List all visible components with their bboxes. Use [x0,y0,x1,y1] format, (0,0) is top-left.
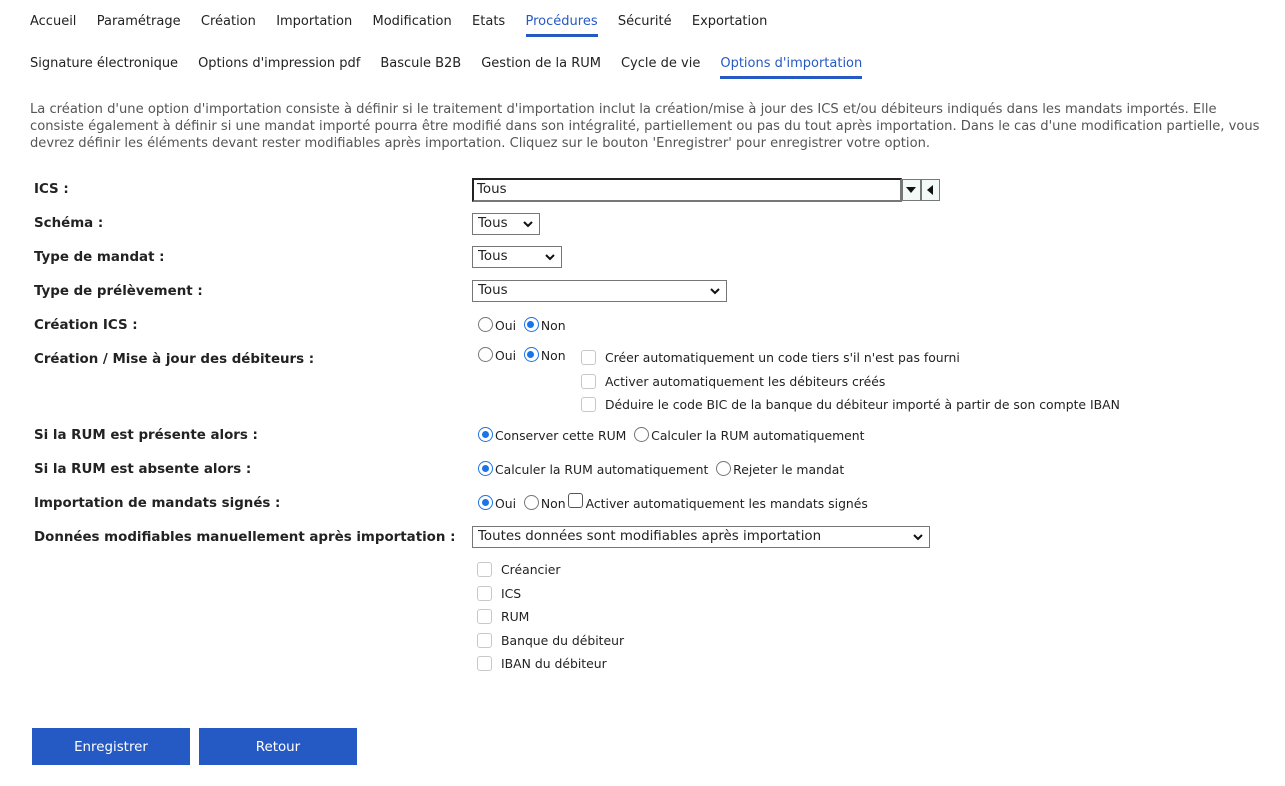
deduire-bic-label: Déduire le code BIC de la banque du débiteur importé à partir de son compte IBAN [605,397,1120,412]
field-ics [477,585,522,601]
chevron-down-icon [913,532,923,542]
nav-securite[interactable]: Sécurité [617,14,672,29]
subnav-cycle-de-vie[interactable]: Cycle de vie [620,56,701,71]
rum-field-checkbox[interactable] [477,609,492,624]
activer-debiteurs-checkbox[interactable] [581,374,596,389]
option-creer-code-tiers [581,349,960,365]
mandats-signes-non-label: Non [540,496,566,511]
nav-importation[interactable]: Importation [276,14,353,29]
creation-ics-oui-radio[interactable] [478,317,493,332]
subnav-options-impression-pdf[interactable]: Options d'impression pdf [198,56,361,71]
creation-ics-non-radio[interactable] [524,317,539,332]
subnav-options-importation[interactable]: Options d'importation [720,56,862,79]
type-mandat-label: Type de mandat : [34,250,165,265]
creation-debiteurs-label: Création / Mise à jour des débiteurs : [34,352,315,367]
calculer-rum-auto-radio[interactable] [478,461,493,476]
donnees-modifiables-select[interactable] [472,526,930,548]
conserver-rum-radio[interactable] [478,427,493,442]
nav-exportation[interactable]: Exportation [691,14,768,29]
sub-nav [30,56,882,79]
creation-ics-non-label: Non [540,318,566,333]
iban-debiteur-checkbox[interactable] [477,656,492,671]
ics-combobox[interactable] [472,178,902,202]
main-nav [30,14,788,37]
rum-field-label: RUM [501,609,530,624]
nav-accueil[interactable]: Accueil [30,14,77,29]
nav-parametrage[interactable]: Paramétrage [96,14,181,29]
field-rum [477,608,530,624]
caret-left-icon [922,180,939,200]
creer-code-tiers-label: Créer automatiquement un code tiers s'il n'est pas fourni [605,350,960,365]
banque-debiteur-checkbox[interactable] [477,633,492,648]
rejeter-mandat-label: Rejeter le mandat [733,462,845,477]
creation-debiteurs-oui-label: Oui [495,348,517,363]
creation-ics-radio-group [478,318,570,333]
type-mandat-value: Tous [478,249,508,264]
mandats-signes-oui-label: Oui [495,496,517,511]
creation-ics-label: Création ICS : [34,318,138,333]
deduire-bic-checkbox[interactable] [581,397,596,412]
rum-absente-radio-group [478,462,848,477]
type-prelevement-label: Type de prélèvement : [34,284,203,299]
ics-dropdown-button[interactable] [902,179,921,201]
type-prelevement-select[interactable] [472,280,727,302]
caret-down-icon [903,180,920,200]
activer-debiteurs-label: Activer automatiquement les débiteurs créés [605,374,886,389]
subnav-gestion-rum[interactable]: Gestion de la RUM [481,56,601,71]
banque-debiteur-label: Banque du débiteur [501,633,625,648]
nav-procedures[interactable]: Procédures [526,14,598,37]
mandats-signes-radio-group [478,496,872,511]
option-activer-debiteurs [581,373,886,389]
intro-text: La création d'une option d'importation consiste à définir si le traitement d'importation inclut la création/mise à jour des ICS et/ou débiteurs indiqués dans les mandats importés. Elle consiste également à définir si une mandat importé pourra être modifié dans son intégralité, partiellement ou pas du tout après importation. Dans le cas d'une modification partielle, vous devrez définir les éléments devant rester modifiables après importation. Cliquez sur le bouton 'Enregistrer' pour enregistrer votre option. [30,102,1260,151]
save-button[interactable]: Enregistrer [32,728,190,765]
calculer-rum-auto-label: Calculer la RUM automatiquement [495,462,709,477]
back-button[interactable]: Retour [199,728,357,765]
mandats-signes-oui-radio[interactable] [478,495,493,510]
schema-label: Schéma : [34,216,104,231]
creancier-checkbox[interactable] [477,562,492,577]
activer-mandats-signes-label: Activer automatiquement les mandats signés [585,496,868,511]
type-mandat-select[interactable] [472,246,562,268]
donnees-modifiables-label: Données modifiables manuellement après importation : [34,530,456,545]
donnees-modifiables-value: Toutes données sont modifiables après importation [478,529,822,544]
nav-creation[interactable]: Création [200,14,256,29]
nav-modification[interactable]: Modification [372,14,452,29]
rum-presente-radio-group [478,428,869,443]
activer-mandats-signes-checkbox[interactable] [568,493,583,508]
calculer-rum-radio[interactable] [634,427,649,442]
type-prelevement-value: Tous [478,283,508,298]
chevron-down-icon [710,286,720,296]
creation-ics-oui-label: Oui [495,318,517,333]
rejeter-mandat-radio[interactable] [716,461,731,476]
field-iban-debiteur [477,655,607,671]
rum-absente-label: Si la RUM est absente alors : [34,462,252,477]
nav-etats[interactable]: Etats [472,14,506,29]
ics-label: ICS : [34,182,69,197]
creation-debiteurs-non-label: Non [540,348,566,363]
chevron-down-icon [523,219,533,229]
iban-debiteur-label: IBAN du débiteur [501,656,607,671]
chevron-down-icon [545,252,555,262]
creation-debiteurs-radio-group [478,348,570,363]
ics-field-label: ICS [501,586,522,601]
mandats-signes-label: Importation de mandats signés : [34,496,281,511]
schema-select[interactable] [472,213,540,235]
field-creancier [477,561,561,577]
field-banque-debiteur [477,632,625,648]
creation-debiteurs-non-radio[interactable] [524,347,539,362]
creation-debiteurs-oui-radio[interactable] [478,347,493,362]
mandats-signes-non-radio[interactable] [524,495,539,510]
creancier-label: Créancier [501,562,561,577]
conserver-rum-label: Conserver cette RUM [495,428,627,443]
option-deduire-bic [581,396,1120,412]
subnav-signature-electronique[interactable]: Signature électronique [30,56,179,71]
ics-value: Tous [477,182,507,197]
calculer-rum-label: Calculer la RUM automatiquement [651,428,865,443]
schema-value: Tous [478,216,508,231]
ics-collapse-button[interactable] [921,179,940,201]
ics-field-checkbox[interactable] [477,586,492,601]
rum-presente-label: Si la RUM est présente alors : [34,428,258,443]
subnav-bascule-b2b[interactable]: Bascule B2B [380,56,462,71]
creer-code-tiers-checkbox[interactable] [581,350,596,365]
